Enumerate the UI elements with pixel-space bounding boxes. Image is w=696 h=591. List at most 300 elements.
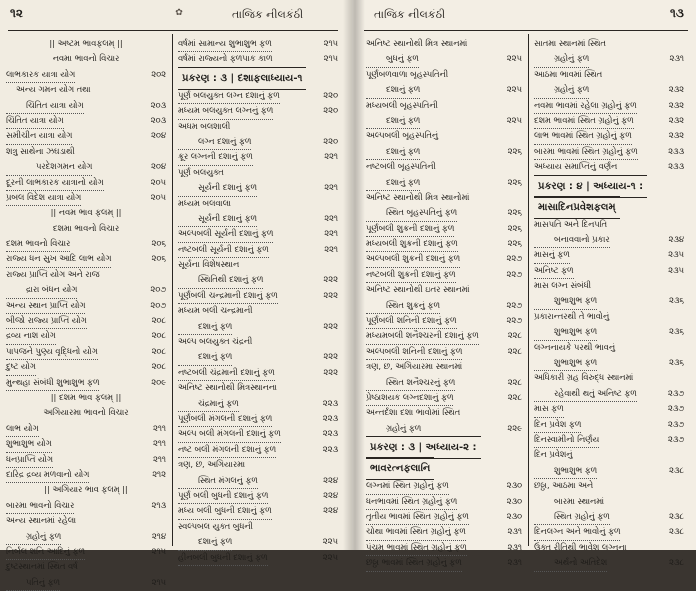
entry-title: મધ્યમ બલી ચન્દ્રમાની: [178, 305, 253, 316]
entry-title: દશમ ભાવમાં સ્થિત ગ્રહોનું ફળ: [534, 113, 634, 129]
toc-entry: [534, 463, 684, 478]
toc-entry: [534, 263, 684, 278]
entry-title: પતિનું ફળ: [6, 575, 60, 591]
column-divider: [528, 34, 529, 546]
toc-entry: [178, 288, 338, 303]
toc-entry: [366, 524, 522, 539]
entry-page-number: ૨૧૩: [151, 499, 166, 510]
entry-title: બીજો રાજ્ય પ્રાપ્તિ યોગ: [6, 313, 87, 329]
entry-title: સૂર્યના વિશેષસ્થાન: [178, 259, 240, 270]
toc-entry: [178, 180, 338, 195]
toc-entry: [178, 442, 338, 457]
entry-title: ચોથા ભાવમાં સ્થિત ગ્રહોનું ફળ: [366, 524, 466, 540]
toc-entry: [6, 267, 166, 282]
toc-entry: [534, 36, 684, 51]
toc-entry: [534, 417, 684, 432]
entry-page-number: ૨૨૩: [322, 412, 338, 423]
toc-entry: [366, 390, 522, 405]
entry-page-number: ૨૨૮: [507, 330, 522, 341]
toc-entry: [6, 236, 166, 251]
entry-title: અલ્પબલી શુક્રની દશાનું ફળ: [366, 251, 460, 267]
entry-title: દશાનું ફળ: [366, 144, 420, 160]
entry-page-number: ૨૦૮: [151, 330, 166, 341]
column-divider: [172, 34, 173, 546]
entry-title: સ્થિત બૃહસ્પતિનું ફળ: [366, 205, 457, 221]
toc-entry: [534, 478, 684, 493]
entry-title: અલ્પ બલી મંગલની દશાનું ફળ: [178, 426, 281, 442]
entry-title: લાભ યોગ: [6, 421, 39, 437]
header-rule: [364, 30, 688, 31]
entry-page-number: ૨૨૫: [322, 551, 338, 562]
toc-entry: [534, 128, 684, 143]
entry-title: ભાવરત્નફલાનિ: [366, 457, 434, 480]
toc-entry: [6, 67, 166, 82]
toc-entry: [534, 401, 684, 416]
entry-page-number: ૨૩૭: [667, 387, 684, 398]
entry-title: અન્તર્દશા દશા ભાવોમાં સ્થિત: [366, 407, 461, 418]
entry-page-number: ૨૨૩: [322, 428, 338, 439]
entry-page-number: ૨૩૫: [668, 264, 684, 275]
toc-entry: [366, 328, 522, 343]
entry-page-number: ૨૨૦: [323, 135, 338, 146]
entry-title: ગ્રહોનું ફળ: [6, 529, 61, 545]
toc-entry: [366, 128, 522, 143]
left-page-number: ૧૨: [10, 6, 23, 20]
toc-entry: [534, 309, 684, 324]
entry-page-number: ૨૨૮: [507, 345, 522, 356]
entry-title: અનિષ્ટ ફળ: [534, 263, 574, 279]
chapter-heading: [6, 51, 166, 66]
toc-entry: [6, 544, 166, 559]
toc-entry: [6, 575, 166, 590]
entry-title: માસાદિનપ્રવેશફલમ્: [534, 196, 620, 219]
left-column-2: [178, 36, 338, 565]
entry-title: નષ્ટબલી ચંદ્રમાની દશાનું ફળ: [178, 365, 275, 381]
entry-page-number: ૨૧૧: [152, 438, 166, 449]
left-page-header: તાજિક નીલકંઠી: [232, 8, 304, 21]
entry-title: દશાનું ફળ: [178, 349, 232, 365]
toc-entry: [366, 221, 522, 236]
entry-page-number: ૨૦૯: [151, 376, 166, 387]
entry-title: માસપતિ અને દિનપતિ: [534, 218, 608, 229]
toc-entry: [6, 82, 166, 97]
chapter-heading: [6, 405, 166, 420]
entry-title: ગ્રહોનું ફળ: [534, 82, 589, 98]
toc-entry: [534, 540, 684, 555]
toc-entry: [534, 144, 684, 159]
entry-page-number: ૨૦૬: [151, 238, 166, 249]
entry-page-number: ૨૨૬: [507, 145, 522, 156]
toc-entry: [178, 519, 338, 534]
entry-title: દશાનું ફળ: [366, 82, 420, 98]
entry-page-number: ૨૨૩: [322, 397, 338, 408]
entry-title: મુન્થહા સંબંધી શુભાશુભ ફળ: [6, 375, 99, 391]
toc-entry: [178, 365, 338, 380]
entry-title: સ્વલ્પબલ યુક્ત બુધની: [178, 520, 253, 531]
entry-page-number: ૨૦૮: [151, 315, 166, 326]
toc-entry: [178, 380, 338, 395]
toc-entry: [366, 313, 522, 328]
entry-title: બનાવવાનો પ્રકાર: [534, 232, 610, 248]
toc-entry: [178, 257, 338, 272]
entry-title: સ્થિત ગ્રહોનું ફળ: [534, 509, 610, 525]
entry-page-number: ૨૨૦: [323, 105, 338, 116]
toc-entry: [178, 319, 338, 334]
entry-page-number: ૨૦૪: [150, 161, 166, 172]
entry-title: પાપજને પુણ્ય વૃદ્ધિનો યોગ: [6, 344, 98, 360]
entry-title: ત્રણ, છ, અગિયારમા સ્થાનમાં: [366, 361, 463, 372]
entry-title: બારમા સ્થાનમાં: [554, 495, 605, 506]
entry-title: નિર્બલ શનિ આદિનું ફળ: [6, 544, 85, 560]
entry-title: મધ્યમ બલવાલા: [178, 197, 231, 208]
toc-entry: [366, 478, 522, 493]
flower-ornament-icon: ✿: [175, 8, 183, 18]
entry-page-number: ૨૩૫: [668, 249, 684, 260]
entry-title: દશમ ભાવનો વિચાર: [6, 236, 70, 252]
toc-entry: [366, 51, 522, 66]
toc-entry: [366, 82, 522, 97]
entry-title: પ્રકરણ : ૩ | દશાફલાધ્યાય-૧: [178, 67, 306, 90]
entry-title: પૂર્ણબળવાળા બૃહસ્પતિની: [366, 68, 449, 79]
entry-title: દિનસ્વામીનો નિર્ણય: [534, 432, 599, 448]
entry-title: ધનપ્રાપ્તિ યોગ: [6, 452, 53, 468]
toc-entry: [534, 355, 684, 370]
entry-title: શુભાશુભ ફળ: [534, 324, 597, 340]
toc-entry: [534, 555, 684, 570]
entry-title: દારિદ્ર દ્રવ્ય મળવાનો યોગ: [6, 467, 89, 483]
entry-title: બારમા ભાવનો વિચાર: [6, 498, 74, 514]
toc-entry: [178, 103, 338, 118]
entry-title: દિન પ્રવેશ ફળ: [534, 417, 581, 433]
entry-page-number: ૨૨૬: [507, 176, 522, 187]
right-page: [352, 0, 696, 568]
toc-entry: [534, 217, 684, 232]
entry-page-number: ૨૩૧: [669, 53, 684, 64]
toc-entry: [534, 432, 684, 447]
toc-entry: [534, 293, 684, 308]
toc-entry: [6, 436, 166, 451]
entry-page-number: ૨૦૫: [150, 191, 166, 202]
entry-page-number: ૨૦૨: [151, 68, 166, 79]
toc-entry: [366, 67, 522, 82]
toc-entry: [6, 144, 166, 159]
entry-page-number: ૨૦૬: [151, 253, 166, 264]
entry-page-number: ૨૩૮: [669, 464, 684, 475]
entry-page-number: ૨૨૪: [323, 505, 338, 516]
toc-entry: [534, 113, 684, 128]
entry-title: અનિષ્ટ સ્થાનોથી મિત્ર સ્થાનમાં: [366, 38, 468, 48]
toc-entry: [6, 498, 166, 513]
entry-title: દશાનું ફળ: [366, 175, 420, 191]
toc-entry: [534, 370, 684, 385]
entry-title: રાજ્ય ધન સુખ આદિ લાભ યોગ: [6, 251, 111, 267]
entry-title: દુષ્ટસ્થાનમાં સ્થિત વર્ષ: [6, 561, 78, 572]
entry-title: પંચમ ભાવમાં સ્થિત ગ્રહોનું ફળ: [366, 540, 467, 556]
entry-title: શત્રુ સાથેના ઝઘડાથી: [6, 145, 75, 156]
entry-page-number: ૨૨૧: [324, 212, 338, 223]
entry-title: રહેવાથી થતું અનિષ્ટ ફળ: [534, 386, 637, 402]
entry-title: દશાનું ફળ: [366, 113, 420, 129]
entry-title: નષ્ટબલી સૂર્યની દશાનું ફળ: [178, 242, 269, 258]
entry-title: || દશમ ભાવ ફલમ્ ||: [50, 391, 122, 402]
right-page-number: ૧૩: [670, 6, 684, 20]
entry-title: દશમા ભાવનો વિચાર: [52, 222, 120, 233]
entry-title: અગિયારમા ભાવનો વિચાર: [43, 407, 129, 418]
entry-title: ઉક્ત રીતિથી ભાવેશ લગ્નના: [534, 541, 627, 552]
entry-page-number: ૨૨૫: [506, 84, 522, 95]
toc-entry: [178, 426, 338, 441]
toc-entry: [534, 159, 684, 174]
entry-page-number: ૨૩૩: [668, 161, 684, 172]
entry-title: માસ ફળ: [534, 401, 564, 417]
entry-page-number: ૨૨૨: [323, 366, 338, 377]
entry-page-number: ૨૨૪: [323, 489, 338, 500]
entry-title: નવમા ભાવનો વિચાર: [52, 53, 120, 64]
entry-title: પૂર્ણ બલયુક્ત લગ્ન દશાનું ફળ: [178, 88, 280, 104]
entry-page-number: ૨૦૫: [150, 176, 166, 187]
entry-title: વર્ષમાં સામાન્ય શુભાશુભ ફળ: [178, 36, 272, 52]
entry-title: પ્રકરણ : ૪ | અધ્યાય-૧ :: [534, 175, 647, 198]
entry-page-number: ૨૩૨: [668, 114, 684, 125]
entry-title: શુભાશુભ ફળ: [534, 355, 597, 371]
entry-title: પૂર્ણબલી શુક્રની દશાનું ફળ: [366, 221, 454, 237]
entry-page-number: ૨૩૮: [669, 526, 684, 537]
entry-title: સ્થિત શનૈશ્ચરનું ફળ: [366, 375, 455, 391]
toc-entry: [178, 334, 338, 349]
entry-page-number: ૨૩૭: [667, 403, 684, 414]
entry-title: દ્રારા બંધન યોગ: [6, 282, 77, 298]
entry-title: પૂર્ણબલી શનિની દશાનું ફળ: [366, 313, 457, 329]
toc-entry: [366, 144, 522, 159]
entry-title: ચિંતિત યાત્રા યોગ: [6, 113, 64, 129]
toc-entry: [178, 165, 338, 180]
toc-entry: [534, 340, 684, 355]
entry-page-number: ૨૨૧: [324, 151, 338, 162]
entry-title: ગ્રહોનું ફળ: [534, 51, 589, 67]
toc-entry: [366, 282, 522, 297]
entry-title: પરદેશગમન યોગ: [6, 159, 92, 175]
entry-title: મધ્યબલી બૃહસ્પતિની: [366, 99, 438, 110]
entry-page-number: ૨૩૦: [506, 495, 522, 506]
entry-page-number: ૨૩૬: [668, 326, 684, 337]
toc-entry: [366, 190, 522, 205]
entry-page-number: ૨૩૧: [507, 541, 522, 552]
toc-entry: [534, 447, 684, 462]
toc-entry: [6, 282, 166, 297]
entry-title: મધ્યમ બલયુક્ત લગ્નનું ફળ: [178, 103, 273, 119]
toc-entry: [6, 298, 166, 313]
toc-entry: [366, 494, 522, 509]
toc-entry: [366, 159, 522, 174]
toc-entry: [178, 88, 338, 103]
entry-title: પ્રબલ વિદેશ યાત્રા યોગ: [6, 190, 81, 206]
entry-title: અલ્પબલી શનિની દશાનું ફળ: [366, 344, 462, 360]
toc-entry: [534, 386, 684, 401]
toc-entry: [6, 251, 166, 266]
entry-page-number: ૨૨૭: [506, 315, 522, 326]
entry-page-number: ૨૧૫: [151, 545, 166, 556]
toc-entry: [366, 405, 522, 420]
toc-entry: [366, 540, 522, 555]
entry-page-number: ૨૩૭: [667, 433, 684, 444]
entry-page-number: ૨૨૮: [507, 376, 522, 387]
toc-entry: [178, 149, 338, 164]
entry-title: રાજ્ય પ્રાપ્તિ યોગ અને રાજ: [6, 268, 100, 279]
entry-page-number: ૨૩૬: [668, 295, 684, 306]
entry-title: દુષ્ટ યોગ: [6, 359, 36, 375]
toc-entry: [6, 529, 166, 544]
toc-entry: [534, 494, 684, 509]
entry-title: વર્ષમાં રાજ્યનો ફળપાક કાળ: [178, 51, 273, 67]
entry-title: દશાનું ફળ: [178, 319, 232, 335]
entry-page-number: ૨૨૫: [506, 53, 522, 64]
entry-title: બારમા ભાવમાં સ્થિત ગ્રહોનું ફળ: [534, 144, 638, 160]
entry-title: છઠ્ઠા ભાવમાં સ્થિત ગ્રહોનું ફળ: [366, 555, 462, 571]
entry-title: અધ્યાય સમાપ્તિનું વર્ણન: [534, 159, 617, 175]
entry-page-number: ૨૩૮: [669, 510, 684, 521]
entry-title: લગ્ન દશાનું ફળ: [178, 134, 251, 150]
entry-title: નવમા ભાવમાં રહેલા ગ્રહોનું ફળ: [534, 98, 637, 114]
toc-entry: [178, 226, 338, 241]
entry-title: સ્થિતિથી દશાનું ફળ: [178, 272, 263, 288]
section-heading: [366, 436, 522, 457]
entry-title: અલ્પ બલયુક્ત ચંદ્રની: [178, 336, 253, 347]
entry-title: પ્રેષ્ઠાશયક લગ્નદશાનું ફળ: [366, 390, 453, 406]
toc-entry: [6, 375, 166, 390]
entry-page-number: ૨૨૧: [324, 228, 338, 239]
entry-page-number: ૨૦૭: [150, 284, 166, 295]
entry-title: મધ્ય બલી બુધની દશાનું ફળ: [178, 503, 272, 519]
section-heading: [178, 67, 338, 88]
entry-title: સ્થિત શુક્રનું ફળ: [366, 298, 440, 314]
entry-title: અન્ય સ્થાનમાં રહેલા: [6, 515, 77, 526]
entry-title: માસ લગ્ન સંબંધી: [534, 280, 592, 291]
entry-page-number: ૨૩૭: [667, 418, 684, 429]
toc-entry: [534, 232, 684, 247]
entry-page-number: ૨૩૦: [506, 510, 522, 521]
entry-page-number: ૨૨૫: [322, 536, 338, 547]
toc-entry: [178, 134, 338, 149]
entry-page-number: ૨૨૭: [506, 268, 522, 279]
entry-title: પૂર્ણ બલયુક્ત: [178, 166, 224, 177]
toc-entry: [178, 196, 338, 211]
toc-entry: [178, 242, 338, 257]
toc-entry: [534, 98, 684, 113]
section-heading: [366, 457, 522, 478]
toc-entry: [6, 175, 166, 190]
toc-entry: [366, 267, 522, 282]
toc-entry: [6, 159, 166, 174]
toc-entry: [366, 236, 522, 251]
toc-entry: [178, 473, 338, 488]
toc-entry: [534, 67, 684, 82]
entry-title: શુભાશુભ યોગ: [6, 436, 52, 452]
entry-page-number: ૨૧૨: [152, 468, 166, 479]
entry-title: પ્રકારાન્તરથી તે ભાવોનું: [534, 310, 610, 321]
entry-title: સ્થિત મંગલનું ફળ: [178, 473, 258, 489]
entry-title: અર્થનો અતિદેશ: [534, 555, 607, 571]
entry-title: ક્રૂર લગ્નની દશાનું ફળ: [178, 149, 253, 165]
toc-entry: [366, 375, 522, 390]
chapter-heading: [6, 205, 166, 220]
entry-title: અન્ય સ્થાન પ્રાપ્તિ યોગ: [6, 298, 85, 314]
entry-page-number: ૨૩૧: [507, 557, 522, 568]
toc-entry: [178, 488, 338, 503]
entry-title: ચંદ્રમાનું ફળ: [178, 396, 239, 412]
entry-page-number: ૨૧૧: [152, 422, 166, 433]
entry-page-number: ૨૩૩: [668, 145, 684, 156]
entry-page-number: ૨૧૫: [323, 38, 338, 48]
entry-title: || અષ્ટમ ભાવફલમ્ ||: [49, 38, 123, 48]
entry-title: પૂર્ણબલી મંગલની દશાનું ફળ: [178, 411, 272, 427]
entry-title: અનિષ્ટ સ્થાનોથી મિત્ર સ્થાનોમાં: [366, 191, 470, 202]
chapter-heading: [6, 221, 166, 236]
entry-title: અનિષ્ટ સ્થાનોથી મિત્રસ્થાનના: [178, 382, 277, 393]
section-heading: [534, 196, 684, 217]
entry-page-number: ૨૨૨: [323, 351, 338, 362]
entry-title: લગ્નનાયકે પરથી ભાવનું: [534, 341, 616, 352]
entry-title: નષ્ટબલી બૃહસ્પતિની: [366, 161, 436, 172]
entry-title: સમીચીન યાત્રા યોગ: [6, 128, 72, 144]
entry-title: નષ્ટ બલી મંગલની દશાનું ફળ: [178, 442, 276, 458]
toc-entry: [366, 298, 522, 313]
toc-entry: [366, 175, 522, 190]
entry-page-number: ૨૧૫: [151, 576, 166, 587]
toc-entry: [366, 113, 522, 128]
toc-entry: [534, 278, 684, 293]
toc-entry: [6, 467, 166, 482]
entry-title: પ્રકરણ : ૩ | અધ્યાય-૨ :: [366, 436, 481, 459]
entry-title: હીનબલી બુધની દશાનું ફળ: [178, 550, 268, 566]
toc-entry: [366, 509, 522, 524]
entry-page-number: ૨૩૪: [668, 233, 684, 244]
entry-page-number: ૨૩૬: [668, 357, 684, 368]
toc-entry: [6, 113, 166, 128]
entry-title: સૂર્યની દશાનું ફળ: [178, 211, 257, 227]
entry-page-number: ૨૨૦: [323, 89, 338, 100]
toc-entry: [6, 128, 166, 143]
entry-page-number: ૨૨૭: [506, 253, 522, 264]
right-column-1: [366, 36, 522, 571]
toc-entry: [6, 452, 166, 467]
toc-entry: [6, 328, 166, 343]
entry-page-number: ૨૦૮: [151, 345, 166, 356]
entry-title: પૂર્ણ બલી બુધની દશાનું ફળ: [178, 488, 268, 504]
toc-entry: [366, 36, 522, 51]
right-page-header: તાજિક નીલકંઠી: [374, 8, 446, 21]
toc-entry: [534, 51, 684, 66]
entry-title: લાભકારક યાત્રા યોગ: [6, 67, 75, 83]
entry-title: અધિકારી ગ્રહ વિરુદ્ધ સ્થાનમાં: [534, 372, 634, 383]
entry-page-number: ૨૨૪: [323, 474, 338, 485]
toc-entry: [178, 51, 338, 66]
toc-entry: [534, 524, 684, 539]
entry-page-number: ૨૨૬: [507, 222, 522, 233]
entry-page-number: ૨૦૮: [151, 361, 166, 372]
entry-title: ચિંતિત યાત્રા યોગ: [6, 98, 84, 114]
toc-entry: [366, 344, 522, 359]
entry-page-number: ૨૨૨: [323, 320, 338, 331]
entry-page-number: ૨૧૫: [323, 53, 338, 64]
toc-entry: [178, 36, 338, 51]
toc-entry: [6, 421, 166, 436]
toc-entry: [178, 303, 338, 318]
right-column-2: [534, 36, 684, 571]
toc-entry: [366, 205, 522, 220]
entry-page-number: ૨૨૫: [506, 114, 522, 125]
header-rule: [8, 30, 338, 31]
entry-title: શુભાશુભ ફળ: [534, 293, 597, 309]
